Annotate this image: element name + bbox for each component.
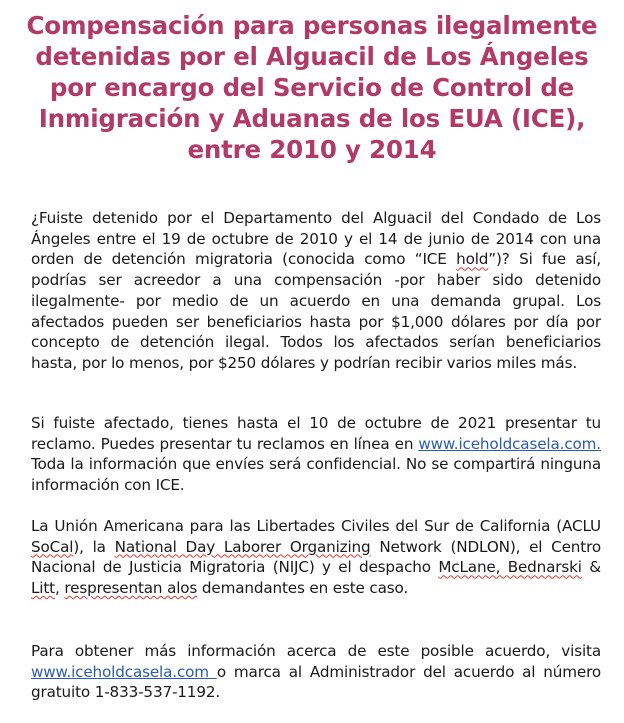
spellcheck-firm-name: McLane, Bednarski [438,558,582,577]
document-title: Compensación para personas ilegalmente detenidas por el Alguacil de Los Ángeles por encargo del Servicio de Control de Inmigración y Aduanas de los EUA (ICE), entre 2010 y 2014 [26,11,598,164]
paragraph-deadline-text-a: Si fuiste afectado, tienes hasta el 10 de octubre de 2021 presentar tu reclamo. Puedes presentar tu reclamos en línea en [31,414,601,453]
spellcheck-litt: Litt [31,579,55,598]
paragraph-more-info-text-a: Para obtener más información acerca de este posible acuerdo, visita [31,642,601,660]
spellcheck-ndlon-name: National Day Laborer Organizing [114,537,371,556]
paragraph-eligibility-text-b: ”)? Si fue así, podrías ser acreedor a una compensación -por haber sido detenido ilegalmente- por medio de un acuerdo en una demanda grupal. Los afectados pueden ser beneficiarios hasta por $1,000 dólares por día por concepto de detención ilegal. Todos los afectados serían beneficiarios hasta, por lo menos, por $250 dólares y podrían recibir varios miles más. [31,250,601,372]
paragraph-organizations-text-a: La Unión Americana para las Libertades Civiles del Sur de California (ACLU [31,517,601,535]
spellcheck-word-hold: hold [456,250,489,269]
paragraph-eligibility-text-a: ¿Fuiste detenido por el Departamento del Alguacil del Condado de Los Ángeles entre el 19 de octubre de 2010 y el 14 de junio de 2014 con una orden de detención migratoria (conocida como “ICE [31,209,601,269]
spellcheck-word-socal: SoCal [31,537,74,556]
website-link[interactable]: www.iceholdcasela.com. [418,434,601,453]
paragraph-organizations-text-e: , [55,579,65,598]
spellcheck-respresentan-alos: respresentan alos [64,579,198,598]
paragraph-organizations-text-b: ), la [73,537,115,556]
paragraph-organizations-text-d: & [581,558,601,577]
website-link-2[interactable]: www.iceholdcasela.com [31,662,217,681]
paragraph-organizations [31,516,601,599]
paragraph-organizations-text-c: Network (NDLON), el Centro Nacional de Justicia Migratoria (NIJC) y el despacho [31,537,601,577]
paragraph-eligibility [31,208,601,374]
paragraph-more-info-text-b: o marca al Administrador del acuerdo al número gratuito 1-833-537-1192. [31,662,601,702]
paragraph-organizations-text-f: demandantes en este caso. [197,579,409,598]
paragraph-deadline [31,413,601,496]
paragraph-more-info [31,641,601,703]
paragraph-deadline-text-b: Toda la información que envíes será confidencial. No se compartirá ninguna información con ICE. [31,455,601,495]
